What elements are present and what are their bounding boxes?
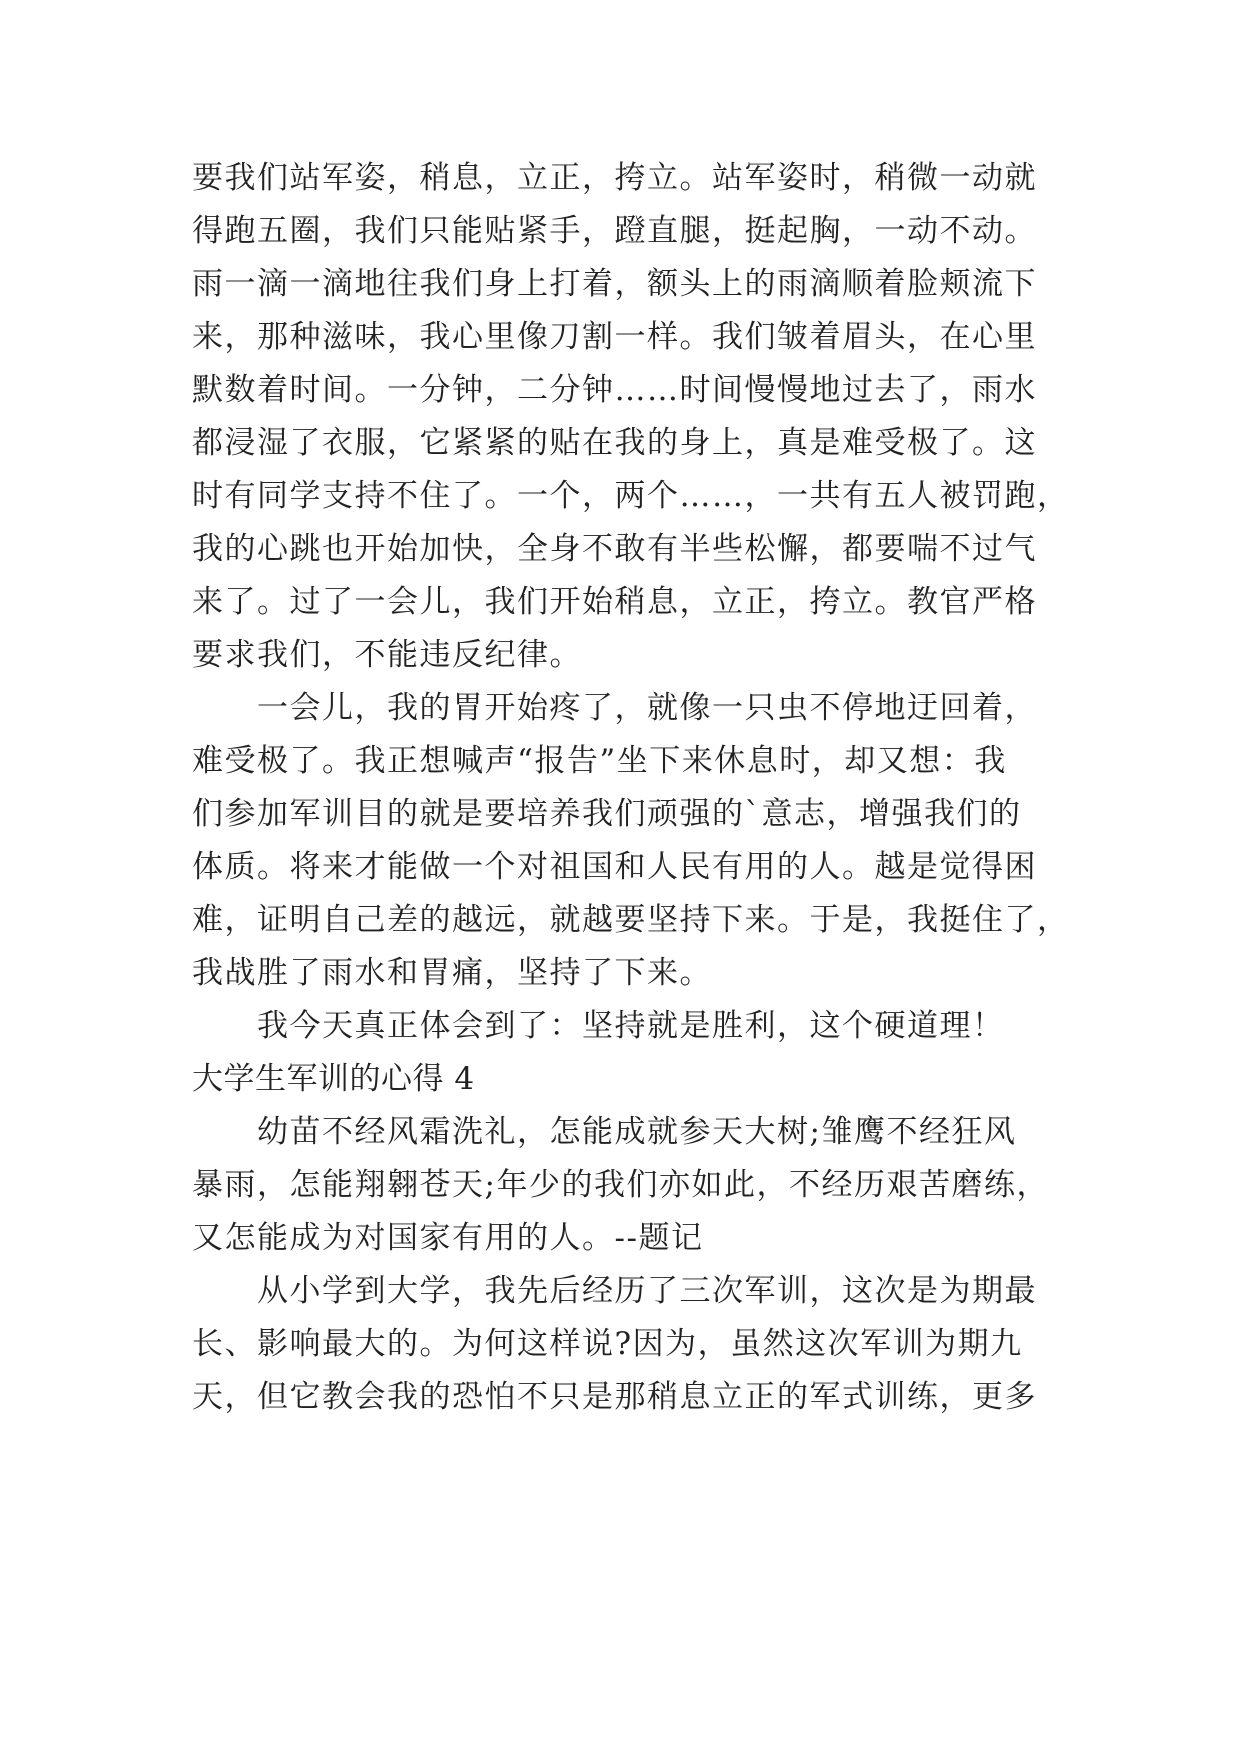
text-line: 一会儿，我的胃开始疼了，就像一只虫不停地迂回着， bbox=[192, 690, 1037, 726]
text-line: 我今天真正体会到了：坚持就是胜利，这个硬道理！ bbox=[192, 1008, 1005, 1044]
text-line: 幼苗不经风霜洗礼，怎能成就参天大树;雏鹰不经狂风 bbox=[192, 1114, 1017, 1150]
text-line: 时有同学支持不住了。一个，两个……，一共有五人被罚跑， bbox=[192, 478, 1070, 514]
text-line: 体质。将来才能做一个对祖国和人民有用的人。越是觉得困 bbox=[192, 849, 1037, 885]
text-line: 天，但它教会我的恐怕不只是那稍息立正的军式训练，更多 bbox=[192, 1379, 1037, 1415]
text-line: 暴雨，怎能翔翱苍天;年少的我们亦如此，不经历艰苦磨练， bbox=[192, 1167, 1049, 1203]
text-line: 们参加军训目的就是要培养我们顽强的`意志，增强我们的 bbox=[192, 796, 1022, 832]
text-line: 我的心跳也开始加快，全身不敢有半些松懈，都要喘不过气 bbox=[192, 531, 1037, 567]
text-line: 默数着时间。一分钟，二分钟……时间慢慢地过去了，雨水 bbox=[192, 372, 1037, 408]
text-line: 都浸湿了衣服，它紧紧的贴在我的身上，真是难受极了。这 bbox=[192, 425, 1037, 461]
text-line: 来，那种滋味，我心里像刀割一样。我们皱着眉头，在心里 bbox=[192, 319, 1037, 355]
text-line: 要求我们，不能违反纪律。 bbox=[192, 637, 582, 673]
text-line: 得跑五圈，我们只能贴紧手，蹬直腿，挺起胸，一动不动。 bbox=[192, 213, 1037, 249]
text-line: 难受极了。我正想喊声“报告”坐下来休息时，却又想：我 bbox=[192, 743, 1007, 779]
text-line: 我战胜了雨水和胃痛，坚持了下来。 bbox=[192, 955, 712, 991]
text-line: 雨一滴一滴地往我们身上打着，额头上的雨滴顺着脸颊流下 bbox=[192, 266, 1037, 302]
text-line: 来了。过了一会儿，我们开始稍息，立正，挎立。教官严格 bbox=[192, 584, 1037, 620]
text-line: 又怎能成为对国家有用的人。--题记 bbox=[192, 1220, 704, 1256]
section-heading: 大学生军训的心得 4 bbox=[192, 1061, 475, 1097]
text-line: 要我们站军姿，稍息，立正，挎立。站军姿时，稍微一动就 bbox=[192, 160, 1037, 196]
text-line: 难，证明自己差的越远，就越要坚持下来。于是，我挺住了， bbox=[192, 902, 1070, 938]
text-line: 长、影响最大的。为何这样说?因为，虽然这次军训为期九 bbox=[192, 1326, 1023, 1362]
text-line: 从小学到大学，我先后经历了三次军训，这次是为期最 bbox=[192, 1273, 1037, 1309]
